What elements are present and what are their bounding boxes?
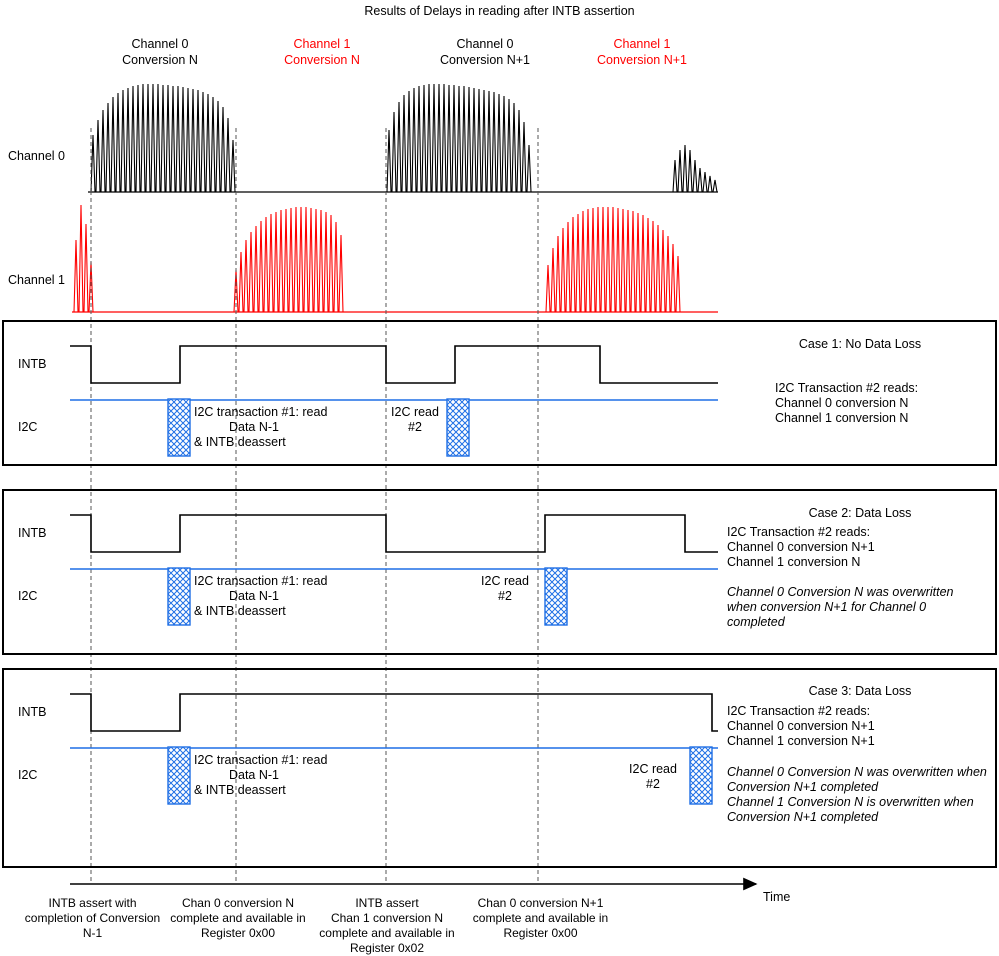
case-2-note-0: I2C Transaction #2 reads:: [727, 525, 871, 539]
footnote-1: [163, 896, 313, 941]
case-3-note-italic-0: Channel 0 Conversion N was overwritten when: [727, 765, 987, 779]
case-2-note-italic-0: Channel 0 Conversion N was overwritten: [727, 585, 954, 599]
footnote-2-line0: INTB assert: [355, 896, 419, 910]
case-3-notes: [727, 704, 997, 749]
footnote-1-line1: complete and available in: [170, 911, 306, 925]
case-1-transaction-1-line0: I2C transaction #1: read: [194, 405, 328, 419]
footnote-3-line0: Chan 0 conversion N+1: [477, 896, 604, 910]
column-header-0-line1: Channel 0: [131, 37, 189, 51]
case-3-title: Case 3: Data Loss: [808, 684, 912, 698]
case-3-transaction-2-line0: I2C read: [629, 762, 677, 776]
case-2-note-1: Channel 0 conversion N+1: [727, 540, 875, 554]
case-3-notes-italic: [727, 765, 999, 825]
footnote-0: [20, 896, 165, 941]
column-header-1-line1: Channel 1: [293, 37, 351, 51]
case-1-note-2: Channel 1 conversion N: [775, 411, 909, 425]
case-3-note-italic-2: Channel 1 Conversion N is overwritten when: [727, 795, 974, 809]
column-header-2-line2: Conversion N+1: [440, 53, 530, 67]
case-3-note-1: Channel 0 conversion N+1: [727, 719, 875, 733]
case-1-i2c-label: I2C: [18, 420, 38, 434]
footnote-0-line2: N-1: [82, 926, 103, 940]
case-3-transaction-2-label: [620, 762, 686, 792]
footnote-0-line0: INTB assert with: [48, 896, 137, 910]
case-1-notes: [775, 381, 995, 426]
case-1-transaction-2-line1: #2: [408, 420, 422, 434]
case-2-note-2: Channel 1 conversion N: [727, 555, 861, 569]
footnote-3-line2: Register 0x00: [503, 926, 578, 940]
footnote-2-line2: complete and available in: [319, 926, 455, 940]
case-2-transaction-1-line0: I2C transaction #1: read: [194, 574, 328, 588]
case-3-transaction-1-line0: I2C transaction #1: read: [194, 753, 328, 767]
case-3-note-italic-1: Conversion N+1 completed: [727, 780, 879, 794]
case-2-note-italic-1: when conversion N+1 for Channel 0: [727, 600, 927, 614]
time-axis-label: Time: [763, 890, 791, 904]
case-1-note-0: I2C Transaction #2 reads:: [775, 381, 919, 395]
waveform-label-channel0: Channel 0: [8, 149, 65, 163]
case-1-transaction-1-line1: Data N-1: [228, 420, 280, 434]
case-3-i2c-label: I2C: [18, 768, 38, 782]
case-2-notes: [727, 525, 997, 570]
case-2-intb-label: INTB: [18, 526, 47, 540]
footnote-1-line0: Chan 0 conversion N: [181, 896, 295, 910]
footnote-2-line1: Chan 1 conversion N: [330, 911, 444, 925]
column-header-3-line2: Conversion N+1: [597, 53, 687, 67]
footnote-1-line2: Register 0x00: [200, 926, 276, 940]
channel0-waveform: [88, 84, 718, 192]
case-2-transaction-1-line1: Data N-1: [228, 589, 280, 603]
case-3-transaction-2-line1: #2: [646, 777, 660, 791]
case-2-transaction-2-line0: I2C read: [481, 574, 529, 588]
case-1-intb-label: INTB: [18, 357, 47, 371]
column-header-2-line1: Channel 0: [456, 37, 514, 51]
column-header-1-line2: Conversion N: [284, 53, 360, 67]
footnote-2-line3: Register 0x02: [349, 941, 425, 955]
case-2-notes-italic: [727, 585, 999, 630]
column-header-3-line1: Channel 1: [613, 37, 671, 51]
case-2-title: Case 2: Data Loss: [808, 506, 912, 520]
case-2-i2c-label: I2C: [18, 589, 38, 603]
case-1-transaction-2-line0: I2C read: [391, 405, 439, 419]
waveform-label-channel1: Channel 1: [8, 273, 65, 287]
case-1-transaction-2-label: [384, 405, 446, 435]
case-2-transaction-1-label: [194, 574, 374, 619]
case-3-intb-label: INTB: [18, 705, 47, 719]
case-3-note-2: Channel 1 conversion N+1: [727, 734, 875, 748]
case-2-transaction-2-label: [474, 574, 536, 604]
channel1-waveform: [72, 205, 718, 312]
case-2-transaction-1-line2: & INTB deassert: [194, 604, 286, 618]
footnote-2: [313, 896, 461, 956]
column-header-0-line2: Conversion N: [122, 53, 198, 67]
footnote-3: [463, 896, 618, 941]
case-3-transaction-1-line1: Data N-1: [228, 768, 280, 782]
case-2-transaction-2-line1: #2: [498, 589, 512, 603]
page-title: Results of Delays in reading after INTB assertion: [364, 4, 635, 18]
case-1-note-1: Channel 0 conversion N: [775, 396, 909, 410]
case-1-transaction-1-line2: & INTB deassert: [194, 435, 286, 449]
case-1-title: Case 1: No Data Loss: [798, 337, 922, 351]
case-3-transaction-1-label: [194, 753, 374, 798]
footnote-3-line1: complete and available in: [472, 911, 609, 925]
case-3-transaction-1-line2: & INTB deassert: [194, 783, 286, 797]
case-3-note-0: I2C Transaction #2 reads:: [727, 704, 871, 718]
case-2-note-italic-2: completed: [727, 615, 785, 629]
case-1-transaction-1-label: [194, 405, 374, 450]
case-3-note-italic-3: Conversion N+1 completed: [727, 810, 879, 824]
footnote-0-line1: completion of Conversion: [24, 911, 161, 925]
